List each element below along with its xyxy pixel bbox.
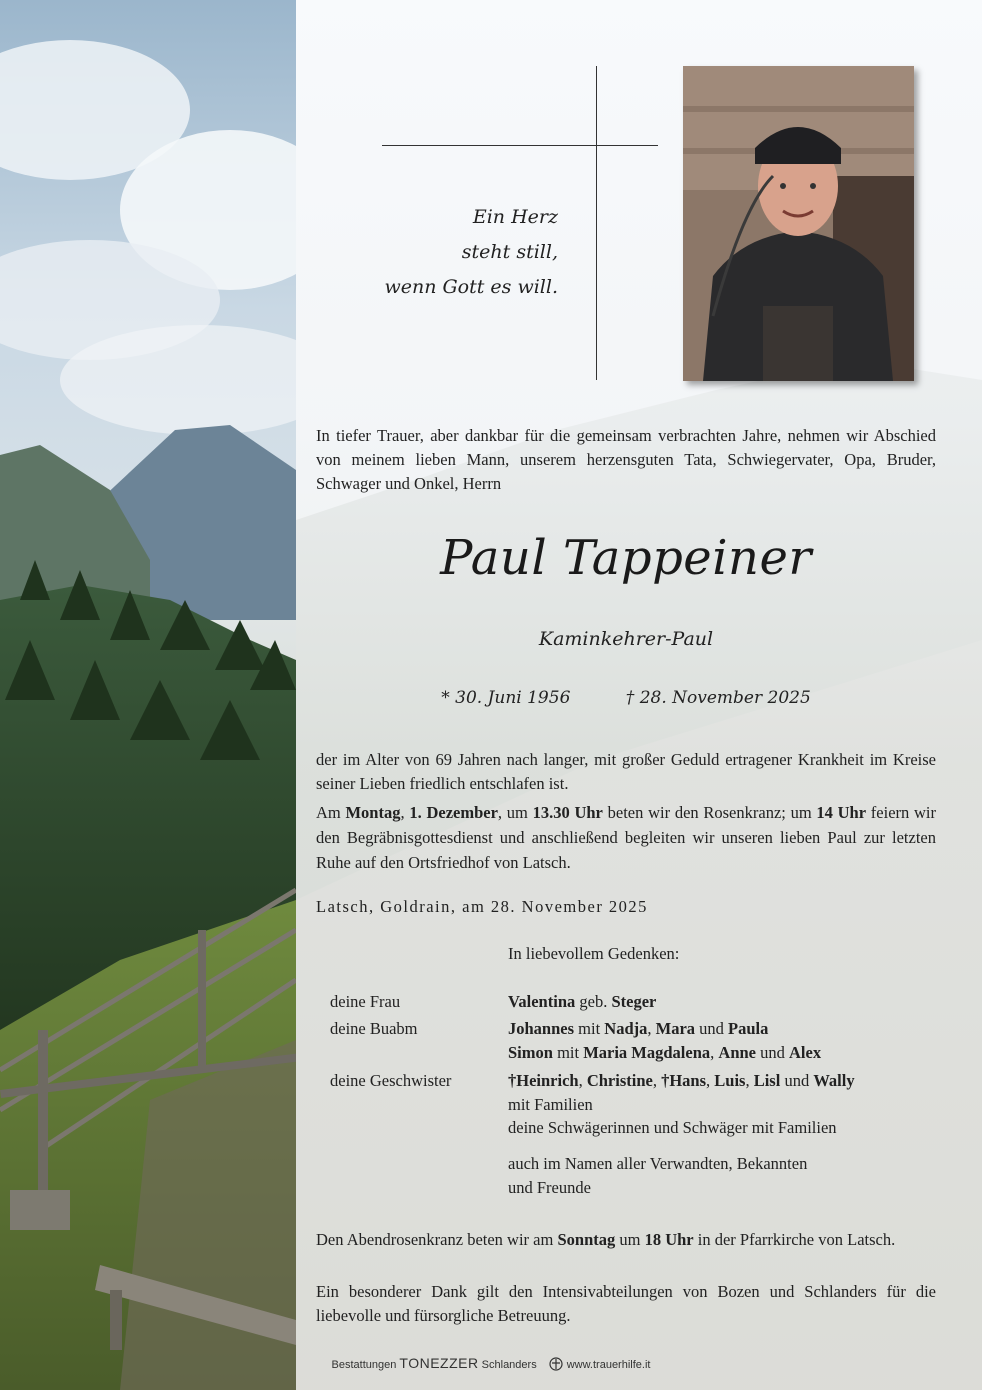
text-fragment: , [710,1042,719,1062]
name-bold: Steger [611,992,657,1011]
text-fragment: , [578,1071,587,1090]
rosary-evening-time: 18 Uhr [644,1230,694,1249]
text-fragment: um [615,1230,645,1249]
relatives-line: und Freunde [508,1178,591,1197]
memory-heading: In liebevollem Gedenken: [508,944,680,963]
text-fragment: Am [316,803,346,822]
text-fragment: und [695,1019,729,1038]
deceased-name: Paul Tappeiner [440,530,812,586]
motto-line: Ein Herz [472,206,558,228]
relation-label: deine Frau [330,992,401,1011]
cross-horizontal-line [382,145,658,146]
rosary-time: 13.30 Uhr [532,803,603,822]
name-bold: Mara [655,1019,696,1038]
text-fragment: und [780,1071,814,1090]
text-fragment: beten wir den Rosenkranz; um [602,803,817,822]
mourner-names [508,1069,948,1140]
evening-rosary-text [316,1228,936,1252]
text-fragment: und [756,1042,789,1062]
birth-date: * 30. Juni 1956 [441,688,571,708]
motto-line: wenn Gott es will. [384,276,558,298]
text-fragment: mit [552,1042,584,1062]
cross-vertical-line [596,66,597,380]
text-fragment: Den Abendrosenkranz beten wir am [316,1230,558,1249]
thanks-text: Ein besonderer Dank gilt den Intensivabteilungen von Bozen und Schlanders für die liebevolle und fürsorgliche Betreuung. [316,1282,936,1325]
text-fragment: , [745,1071,754,1090]
name-bold: Lisl [753,1071,781,1090]
place-date: Latsch, Goldrain, am 28. November 2025 [316,897,648,916]
portrait-photo [683,66,914,381]
name-bold: †Heinrich [508,1071,579,1090]
siblings-families: mit Familien [508,1094,593,1114]
name-bold: Anne [718,1042,756,1062]
name-bold: Alex [789,1042,822,1062]
illness-text: der im Alter von 69 Jahren nach langer, mit großer Geduld ertragener Krankheit im Kreise seiner Lieben friedlich entschlafen ist. [316,750,936,793]
funeral-text [316,800,936,875]
name-bold: Luis [714,1071,746,1090]
service-time: 14 Uhr [816,803,867,822]
trauerhilfe-logo-icon [549,1357,563,1371]
text-fragment: , [652,1071,662,1090]
funeral-day: Montag [345,803,401,822]
mourner-names [508,1017,948,1064]
death-date: † 28. November 2025 [625,688,811,708]
footer-prefix: Bestattungen [331,1359,400,1371]
life-dates [316,688,936,708]
text-fragment: mit [574,1019,605,1038]
rosary-day: Sonntag [557,1230,616,1249]
text-fragment: , [400,803,410,822]
in-laws: deine Schwägerinnen und Schwäger mit Familien [508,1118,837,1137]
footer-suffix: Schlanders [478,1359,537,1371]
name-bold: Valentina [508,992,576,1011]
name-bold: Maria Magdalena [583,1042,711,1062]
name-bold: Christine [586,1071,653,1090]
name-bold: Simon [508,1042,553,1062]
text-fragment: , um [497,803,533,822]
name-bold: Wally [813,1071,855,1090]
name-bold: Nadja [604,1019,648,1038]
name-bold: Paula [728,1019,769,1038]
text-fragment: in der Pfarrkirche von Latsch. [693,1230,896,1249]
text-fragment: geb. [575,992,612,1011]
name-bold: Johannes [508,1019,575,1038]
motto-quote [384,200,558,305]
mountain-landscape-photo [0,0,296,1390]
website-link[interactable]: www.trauerhilfe.it [566,1359,651,1371]
relatives-line: auch im Namen aller Verwandten, Bekannten [508,1154,808,1173]
text-fragment: , [706,1071,715,1090]
text-fragment: , [647,1019,656,1038]
footer [0,1355,982,1371]
relatives-text [508,1152,807,1200]
relation-label: deine Buabm [330,1019,418,1038]
funeral-home-brand: TONEZZER [399,1355,479,1371]
text-fragment: feiern wir den Begräbnisgottesdienst und anschließend begleiten wir unseren lieben Paul zur letzten Ruhe auf den Ortsfriedhof von Latsch. [316,803,936,872]
intro-text: In tiefer Trauer, aber dankbar für die gemeinsam verbrachten Jahre, nehmen wir Abschied von meinem lieben Mann, unserem herzensguten Tata, Schwiegervater, Opa, Bruder, Schwager und Onkel, Herrn [316,426,936,493]
mourner-names [508,990,948,1014]
deceased-nickname: Kaminkehrer-Paul [538,628,714,650]
relation-label: deine Geschwister [330,1071,452,1090]
name-bold: †Hans [661,1071,707,1090]
motto-line: steht still, [461,241,558,263]
funeral-date: 1. Dezember [409,803,498,822]
